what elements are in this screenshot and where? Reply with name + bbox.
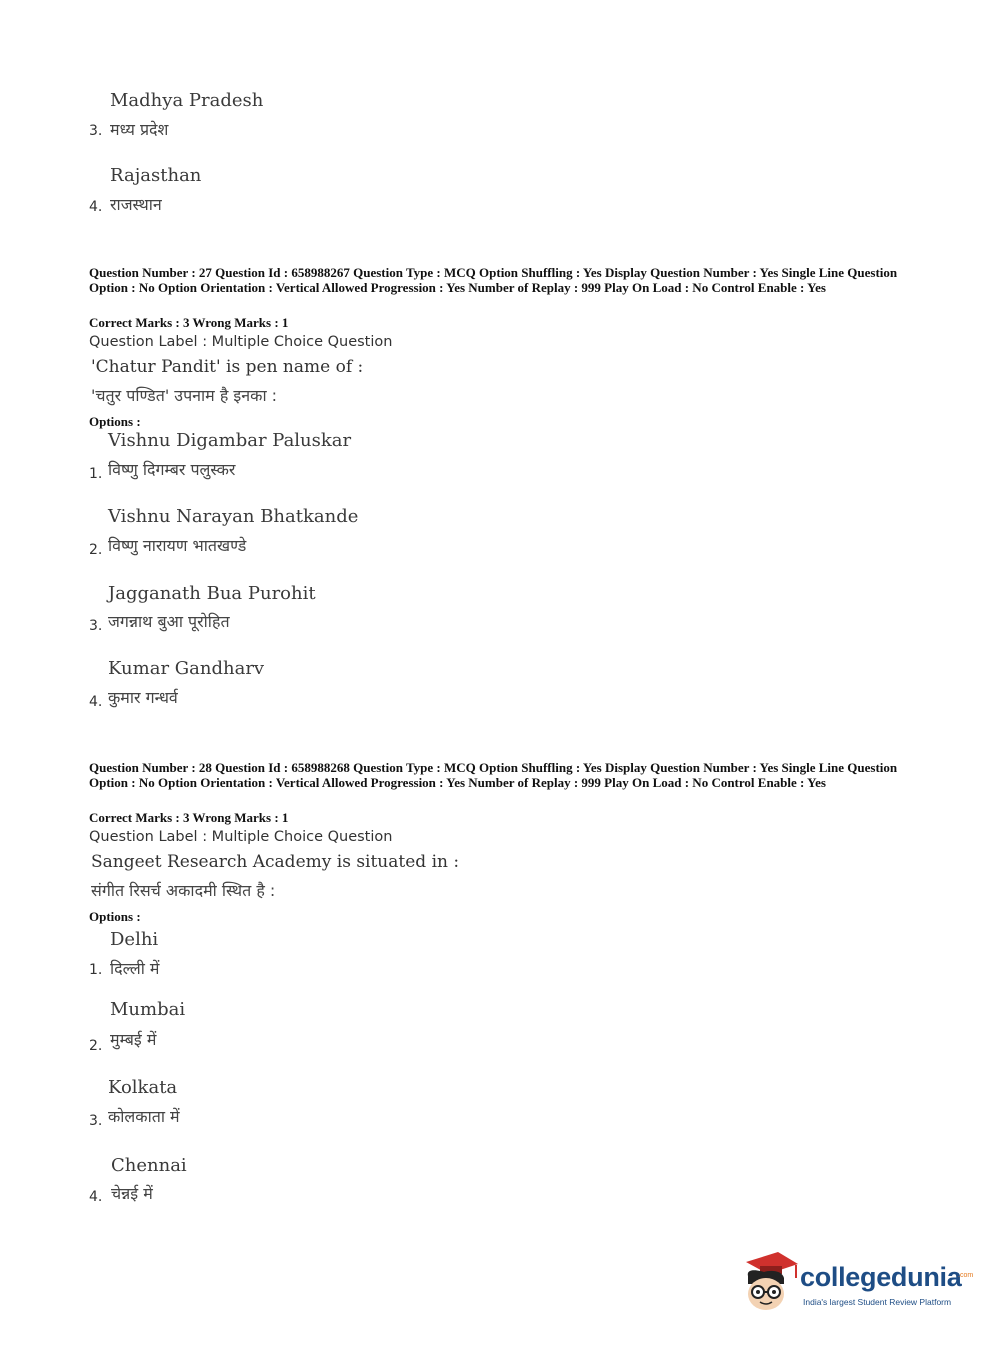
question-label: Question Label : Multiple Choice Question <box>89 334 393 350</box>
prev-option-3-english: Madhya Pradesh <box>110 90 264 111</box>
question-marks: Correct Marks : 3 Wrong Marks : 1 <box>89 315 289 330</box>
question-metadata: Question Number : 28 Question Id : 658988268 Question Type : MCQ Option Shuffling : Yes Display Question Number : Yes Single Line Question Option : No Option Orientation : Vertical Allowed Progression : Yes Number of Replay : 999 Play On Load : No Control Enable : Yes <box>89 760 898 790</box>
option-3-english: Jagganath Bua Purohit <box>108 583 316 604</box>
prev-option-3-number: 3. <box>89 123 103 139</box>
question-marks: Correct Marks : 3 Wrong Marks : 1 <box>89 810 289 825</box>
prev-option-4-english: Rajasthan <box>110 165 202 186</box>
option-2-hindi: विष्णु नारायण भातखण्डे <box>108 536 247 555</box>
prev-option-4-number: 4. <box>89 199 103 215</box>
question-text-hindi: संगीत रिसर्च अकादमी स्थित है : <box>91 881 276 900</box>
prev-option-4-hindi: राजस्थान <box>110 195 162 214</box>
question-metadata: Question Number : 27 Question Id : 658988267 Question Type : MCQ Option Shuffling : Yes Display Question Number : Yes Single Line Question Option : No Option Orientation : Vertical Allowed Progression : Yes Number of Replay : 999 Play On Load : No Control Enable : Yes <box>89 265 898 295</box>
option-3-number: 3. <box>89 1113 103 1129</box>
option-2-english: Mumbai <box>110 999 186 1020</box>
collegedunia-logo[interactable] <box>738 1248 973 1318</box>
option-2-english: Vishnu Narayan Bhatkande <box>108 506 359 527</box>
question-text-english: Sangeet Research Academy is situated in : <box>91 852 460 872</box>
option-1-hindi: दिल्ली में <box>110 959 160 978</box>
question-label: Question Label : Multiple Choice Question <box>89 829 393 845</box>
option-4-english: Chennai <box>111 1155 187 1176</box>
options-label: Options : <box>89 414 141 429</box>
option-4-number: 4. <box>89 1189 103 1205</box>
logo-tagline: India's largest Student Review Platform <box>803 1297 952 1307</box>
option-3-hindi: जगन्नाथ बुआ पूरोहित <box>108 612 230 631</box>
option-4-hindi: कुमार गन्धर्व <box>108 688 178 707</box>
option-3-english: Kolkata <box>108 1077 178 1098</box>
option-2-number: 2. <box>89 1038 103 1054</box>
logo-domain: .com <box>958 1272 974 1279</box>
student-mascot-icon <box>738 1248 800 1314</box>
option-3-hindi: कोलकाता में <box>108 1107 180 1126</box>
option-4-number: 4. <box>89 694 103 710</box>
question-text-english: 'Chatur Pandit' is pen name of : <box>91 357 364 377</box>
logo-wordmark: collegedunia <box>800 1262 962 1292</box>
option-1-number: 1. <box>89 962 103 978</box>
options-label: Options : <box>89 909 141 924</box>
option-1-hindi: विष्णु दिगम्बर पलुस्कर <box>108 460 236 479</box>
prev-option-3-hindi: मध्य प्रदेश <box>110 120 169 139</box>
option-2-number: 2. <box>89 542 103 558</box>
option-4-hindi: चेन्नई में <box>111 1184 153 1203</box>
question-text-hindi: 'चतुर पण्डित' उपनाम है इनका : <box>91 386 278 405</box>
option-1-number: 1. <box>89 466 103 482</box>
option-4-english: Kumar Gandharv <box>108 658 265 679</box>
option-2-hindi: मुम्बई में <box>110 1030 157 1049</box>
option-1-english: Delhi <box>110 929 159 950</box>
option-1-english: Vishnu Digambar Paluskar <box>108 430 352 451</box>
option-3-number: 3. <box>89 618 103 634</box>
